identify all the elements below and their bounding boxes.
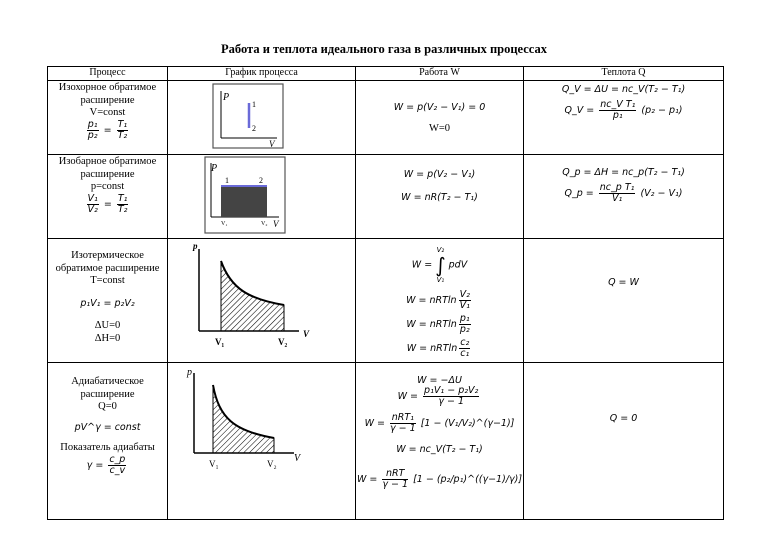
process-cell (48, 363, 168, 520)
process-name: Адиабатическое (71, 376, 144, 387)
process-dh: ΔH=0 (94, 332, 121, 344)
svg-text:P: P (210, 163, 217, 174)
work-integral: W = V₂ ∫ V₁ pdV (411, 246, 468, 284)
processes-table (47, 66, 724, 520)
table-row (48, 81, 724, 155)
work-ln-volume: W = nRTln $\frac{\text{V₂}}{\text{V₁}}$ (406, 289, 470, 311)
process-condition: Q=0 (98, 401, 117, 412)
work-equation-2: W = $\frac{\text{p₁V₁ − p₂V₂}}{\gamma - 1}$ (397, 385, 479, 407)
work-equation-4: W = nc_V(T₂ − T₁) (396, 444, 483, 455)
process-law: $\frac{\text{V₁}}{\text{V₂}}$ = $\frac{\text{T₁}}{\text{T₂}}$ (87, 192, 128, 215)
work-cell (356, 363, 524, 520)
svg-text:V₂: V₂ (266, 459, 277, 469)
process-condition: V=const (89, 107, 126, 118)
work-equation-3: W = $\frac{\text{nRT₁}}{\gamma - 1}$ [1 − (V₁/V₂)^(γ−1)] (364, 412, 515, 434)
table-row (48, 239, 724, 363)
header-heat: Теплота Q (524, 67, 724, 81)
process-cell (48, 155, 168, 239)
header-process: Процесс (48, 67, 168, 81)
table-row (48, 155, 724, 239)
svg-text:V₁: V₁ (208, 459, 219, 469)
process-name-2: обратимое расширение (55, 262, 160, 274)
work-equation: W = p(V₂ − V₁) (403, 169, 476, 180)
heat-cell (524, 363, 724, 520)
svg-text:V: V (293, 453, 300, 464)
svg-text:V₁: V₁ (220, 221, 227, 227)
heat-equation: Q = W (608, 277, 639, 288)
heat-equation-2: Q_p = $\frac{\text{nc\_p T₁}}{\text{V₁}}$ (V₂ − V₁) (564, 182, 683, 204)
work-cell (356, 155, 524, 239)
process-name-2: расширение (80, 388, 135, 400)
svg-text:1: 1 (224, 176, 229, 185)
process-condition: T=const (90, 275, 125, 286)
process-du: ΔU=0 (94, 320, 121, 331)
header-work: Работа W (356, 67, 524, 81)
isothermal-graph (169, 239, 355, 358)
table-row (48, 363, 724, 520)
work-cell (356, 239, 524, 363)
process-law: $\frac{\text{p₁}}{\text{p₂}}$ = $\frac{\text{T₁}}{\text{T₂}}$ (87, 118, 128, 141)
adiabatic-index-label: Показатель адиабаты (60, 442, 155, 453)
work-ln-concentration: W = nRTln $\frac{\text{c₂}}{\text{c₁}}$ (406, 337, 470, 359)
work-equation-5: W = $\frac{\text{nRT}}{\gamma - 1}$ [1 − (p₂/p₁)^((γ−1)/γ)] (356, 468, 523, 490)
svg-text:V: V (302, 329, 309, 339)
isobaric-graph (169, 155, 355, 235)
process-name-2: расширение (80, 168, 135, 180)
heat-cell (524, 239, 724, 363)
svg-text:V₂: V₂ (277, 337, 287, 347)
heat-equation: Q_V = ΔU = nc_V(T₂ − T₁) (561, 84, 686, 95)
work-equation-2: W = nR(T₂ − T₁) (401, 192, 478, 203)
svg-text:p: p (192, 241, 197, 251)
svg-text:V₁: V₁ (214, 337, 224, 347)
svg-text:p: p (186, 367, 192, 378)
process-cell (48, 81, 168, 155)
work-equation: W = p(V₂ − V₁) = 0 (393, 101, 486, 113)
adiabatic-graph (169, 363, 355, 516)
heat-cell (524, 155, 724, 239)
process-law: p₁V₁ = p₂V₂ (80, 297, 135, 309)
header-graph: График процесса (168, 67, 356, 81)
svg-text:P: P (222, 92, 229, 103)
process-cell (48, 239, 168, 363)
graph-cell (168, 81, 356, 155)
graph-cell (168, 363, 356, 520)
svg-text:V: V (268, 139, 274, 149)
process-name-2: расширение (80, 94, 135, 106)
gamma-formula: γ = $\frac{c\_p}{c\_v}$ (86, 453, 126, 476)
svg-text:1: 1 (251, 100, 256, 109)
graph-cell (168, 155, 356, 239)
svg-text:2: 2 (258, 176, 263, 185)
work-cell (356, 81, 524, 155)
process-condition: p=const (90, 181, 125, 192)
heat-equation-2: Q_V = $\frac{\text{nc\_V T₁}}{\text{p₁}}$ (p₂ − p₁) (564, 99, 683, 121)
isochoric-graph (169, 81, 355, 151)
work-equation: W = −ΔU (417, 375, 462, 386)
process-law: pV^γ = const (74, 421, 141, 433)
page-title: Работа и теплота идеального газа в различных процессах (220, 42, 548, 56)
process-name: Изохорное обратимое (58, 82, 157, 93)
work-ln-pressure: W = nRTln $\frac{\text{p₁}}{\text{p₂}}$ (406, 313, 470, 335)
process-name: Изотермическое (71, 250, 144, 261)
work-value: W=0 (428, 122, 451, 134)
heat-equation: Q = 0 (609, 413, 638, 424)
process-name: Изобарное обратимое (58, 156, 157, 167)
heat-equation: Q_p = ΔH = nc_p(T₂ − T₁) (562, 167, 685, 178)
svg-text:2: 2 (251, 124, 256, 133)
header-row (48, 67, 724, 81)
heat-cell (524, 81, 724, 155)
svg-text:V₂: V₂ (260, 221, 267, 227)
graph-cell (168, 239, 356, 363)
svg-text:V: V (272, 219, 278, 229)
